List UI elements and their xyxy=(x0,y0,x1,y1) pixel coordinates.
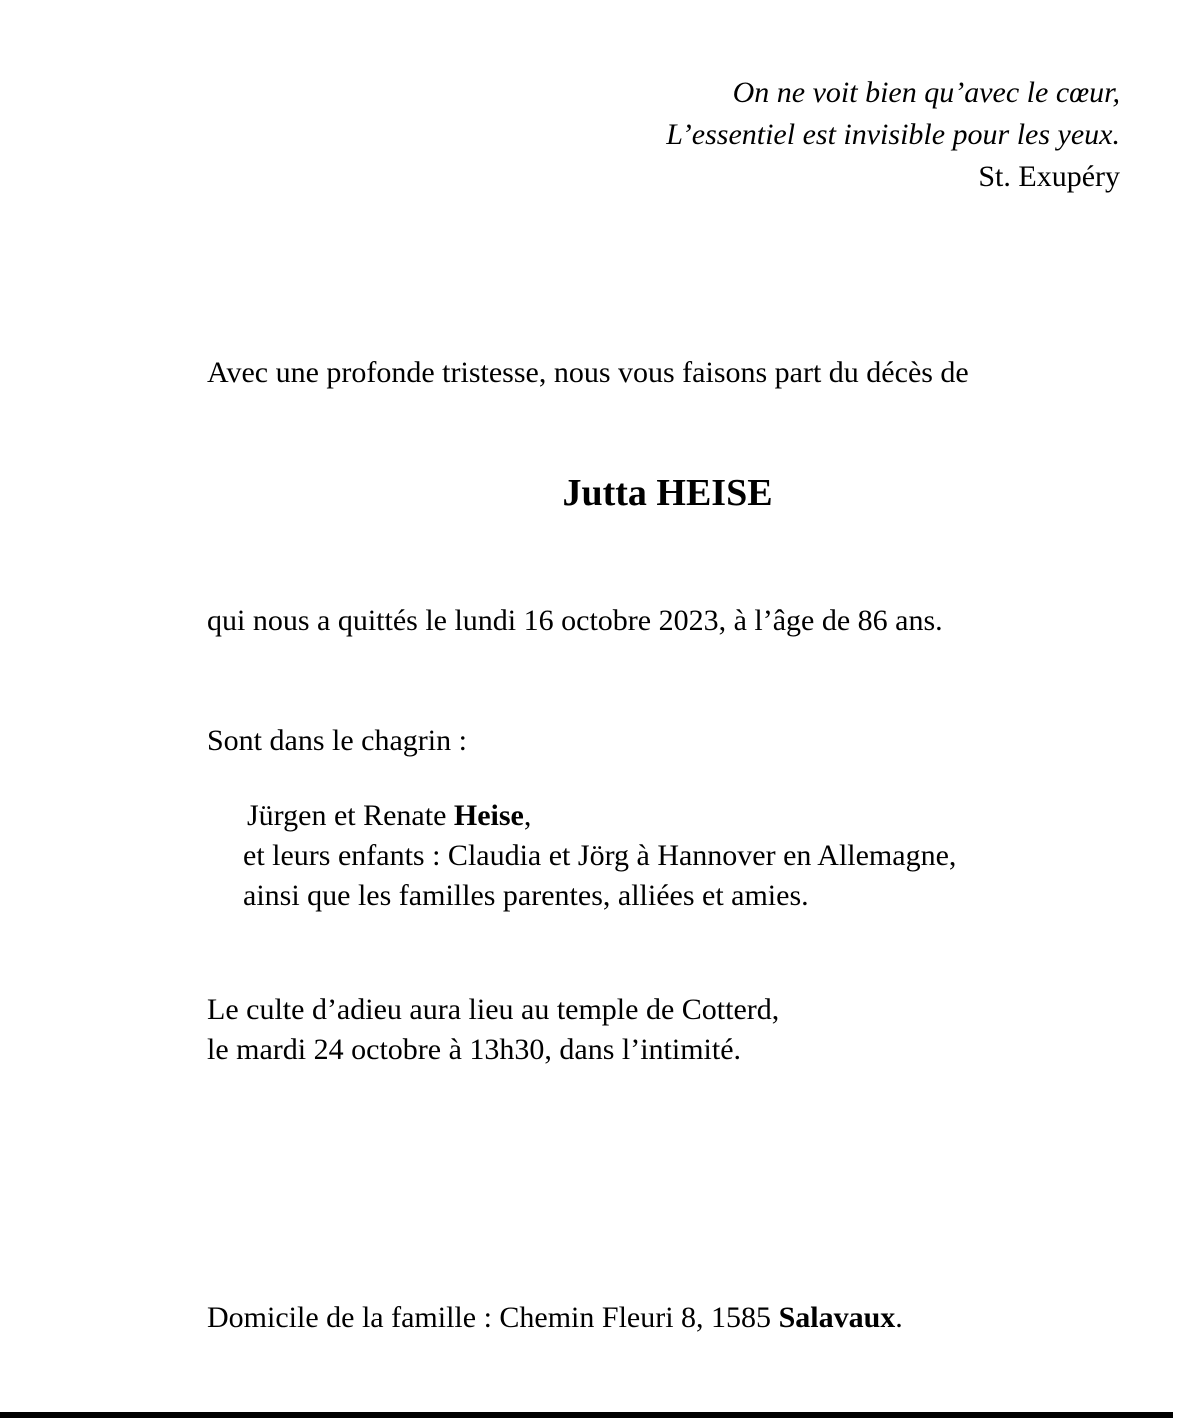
mourners-line-3: ainsi que les familles parentes, alliées et amies. xyxy=(243,879,809,912)
residence-prefix: Domicile de la famille : Chemin Fleuri 8, 1585 xyxy=(207,1301,779,1334)
mourners-line-1-surname: Heise xyxy=(453,799,524,832)
service-line-2: le mardi 24 octobre à 13h30, dans l’intimité. xyxy=(207,1033,742,1066)
mourners-heading: Sont dans le chagrin : xyxy=(207,724,467,757)
announcement-intro: Avec une profonde tristesse, nous vous faisons part du décès de xyxy=(207,356,969,389)
residence-suffix: . xyxy=(895,1301,903,1334)
epigraph-line-2: L’essentiel est invisible pour les yeux. xyxy=(666,118,1120,151)
mourners-line-1-prefix: Jürgen et Renate xyxy=(247,799,454,832)
mourners-list xyxy=(243,796,956,916)
mourners-line-1-suffix: , xyxy=(523,799,532,832)
epigraph-attribution: St. Exupéry xyxy=(978,160,1120,193)
epigraph xyxy=(666,72,1120,198)
epigraph-line-1: On ne voit bien qu’avec le cœur, xyxy=(732,76,1120,109)
service-line-1: Le culte d’adieu aura lieu au temple de Cotterd, xyxy=(207,993,780,1026)
residence-locality: Salavaux xyxy=(778,1301,896,1334)
death-details: qui nous a quittés le lundi 16 octobre 2023, à l’âge de 86 ans. xyxy=(207,604,943,637)
mourners-line-1 xyxy=(243,796,956,836)
family-residence xyxy=(207,1298,903,1338)
service-details xyxy=(207,990,779,1070)
mourners-line-2: et leurs enfants : Claudia et Jörg à Hannover en Allemagne, xyxy=(243,839,957,872)
page-bottom-rule xyxy=(0,1412,1173,1418)
deceased-name: Jutta HEISE xyxy=(562,472,773,514)
